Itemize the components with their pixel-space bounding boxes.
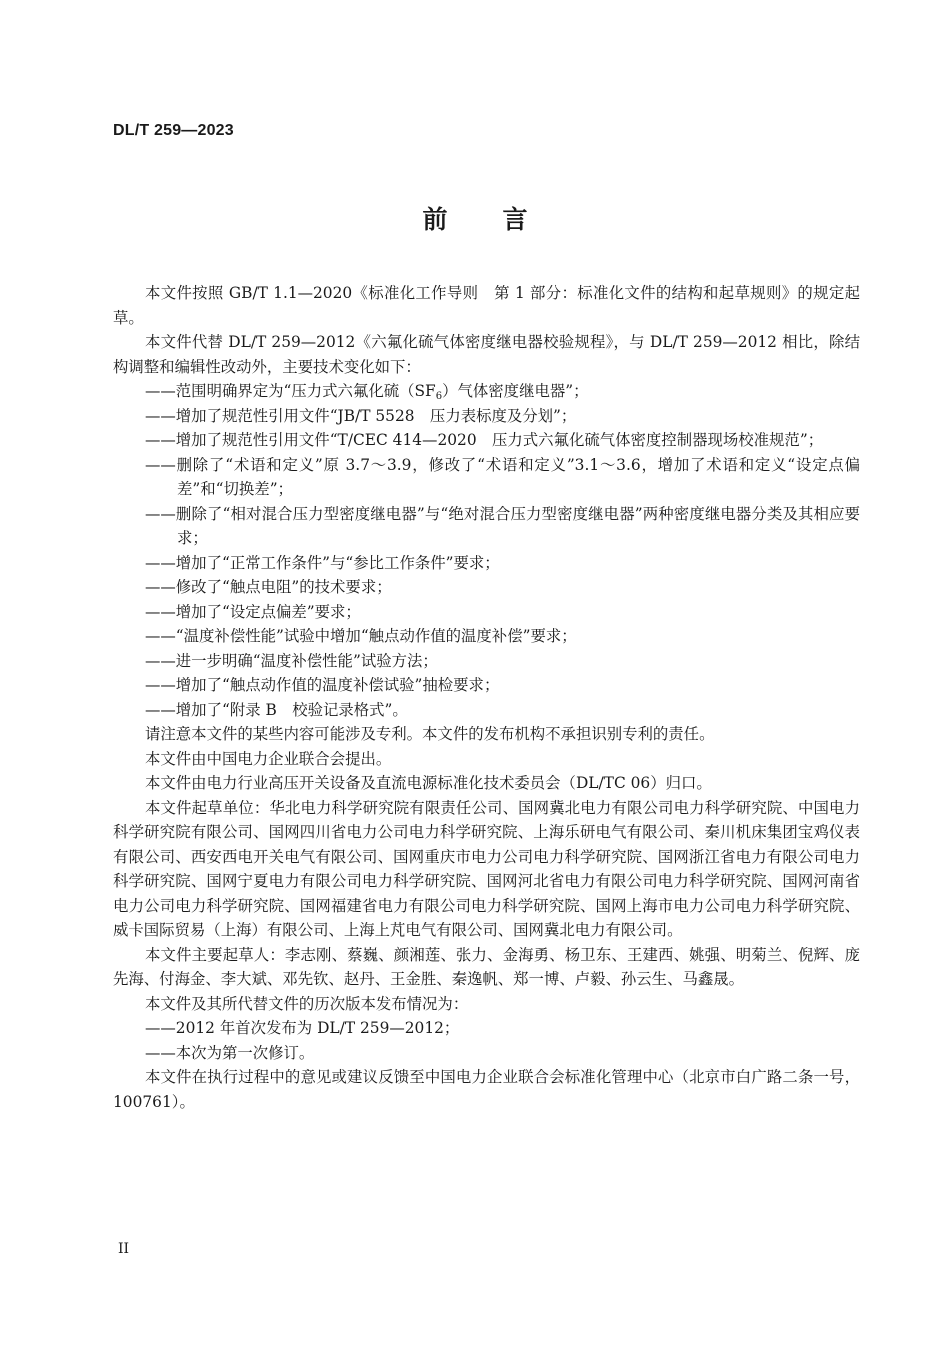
change-item: ——增加了“正常工作条件”与“参比工作条件”要求；	[145, 553, 500, 572]
feedback-statement: 本文件在执行过程中的意见或建议反馈至中国电力企业联合会标准化管理中心（北京市白广路二条一号，100761）。	[113, 1068, 860, 1111]
page-title: 前言	[422, 205, 583, 234]
document-body	[113, 281, 860, 1114]
change-item: ——删除了“相对混合压力型密度继电器”与“绝对混合压力型密度继电器”两种密度继电器分类及其相应要求；	[145, 504, 860, 547]
change-item: ——“温度补偿性能”试验中增加“触点动作值的温度补偿”要求；	[145, 627, 577, 645]
history-item: ——2012 年首次发布为 DL/T 259—2012；	[145, 1019, 460, 1037]
drafters: 本文件主要起草人：李志刚、蔡巍、颜湘莲、张力、金海勇、杨卫东、王建西、姚强、明菊兰、倪辉、庞先海、付海金、李大斌、邓先钦、赵丹、王金胜、秦逸帆、郑一博、卢毅、孙云生、马鑫晟。	[113, 945, 860, 988]
document-code: DL/T 259—2023	[113, 122, 234, 139]
change-item: ——增加了“触点动作值的温度补偿试验”抽检要求；	[145, 676, 500, 694]
drafting-units: 本文件起草单位：华北电力科学研究院有限责任公司、国网冀北电力有限公司电力科学研究院、中国电力科学研究院有限公司、国网四川省电力公司电力科学研究院、上海乐研电气有限公司、秦川机床集团宝鸡仪表有限公司、西安西电开关电气有限公司、国网重庆市电力公司电力科学研究院、国网浙江省电力有限公司电力科学研究院、国网宁夏电力有限公司电力科学研究院、国网河北省电力有限公司电力科学研究院、国网河南省电力公司电力科学研究院、国网福建省电力有限公司电力科学研究院、国网上海市电力公司电力科学研究院、威卡国际贸易（上海）有限公司、上海上芃电气有限公司、国网冀北电力有限公司。	[113, 798, 860, 939]
change-item: ——范围明确界定为“压力式六氟化硫$(SF_6)$气体密度继电器”；	[145, 382, 589, 402]
intro-paragraph: 本文件代替 DL/T 259—2012《六氟化硫气体密度继电器校验规程》，与 DL/T 259—2012 相比，除结构调整和编辑性改动外，主要技术变化如下：	[113, 333, 860, 376]
change-item: ——增加了“附录 B 校验记录格式”。	[145, 700, 408, 719]
change-item: ——增加了规范性引用文件“JB/T 5528 压力表标度及分划”；	[145, 406, 577, 425]
change-item: ——增加了规范性引用文件“T/CEC 414—2020 压力式六氟化硫气体密度控制器现场校准规范”；	[145, 431, 824, 449]
history-intro: 本文件及其所代替文件的历次版本发布情况为：	[145, 994, 469, 1013]
history-item: ——本次为第一次修订。	[145, 1043, 315, 1062]
change-item: ——修改了“触点电阻”的技术要求；	[145, 578, 392, 596]
change-item: ——进一步明确“温度补偿性能”试验方法；	[145, 651, 438, 670]
page-number: II	[118, 1241, 130, 1257]
proposer-statement: 本文件由中国电力企业联合会提出。	[145, 749, 392, 768]
subscript: 6	[435, 391, 443, 402]
change-item: ——删除了“术语和定义”原 3.7～3.9，修改了“术语和定义”3.1～3.6，增加了术语和定义“设定点偏差”和“切换差”；	[145, 455, 860, 498]
change-item: ——增加了“设定点偏差”要求；	[145, 602, 361, 621]
intro-paragraph: 本文件按照 GB/T 1.1—2020《标准化工作导则 第 1 部分：标准化文件的结构和起草规则》的规定起草。	[113, 284, 860, 327]
committee-statement: 本文件由电力行业高压开关设备及直流电源标准化技术委员会（DL/TC 06）归口。	[145, 774, 712, 792]
patent-notice: 请注意本文件的某些内容可能涉及专利。本文件的发布机构不承担识别专利的责任。	[145, 725, 715, 743]
